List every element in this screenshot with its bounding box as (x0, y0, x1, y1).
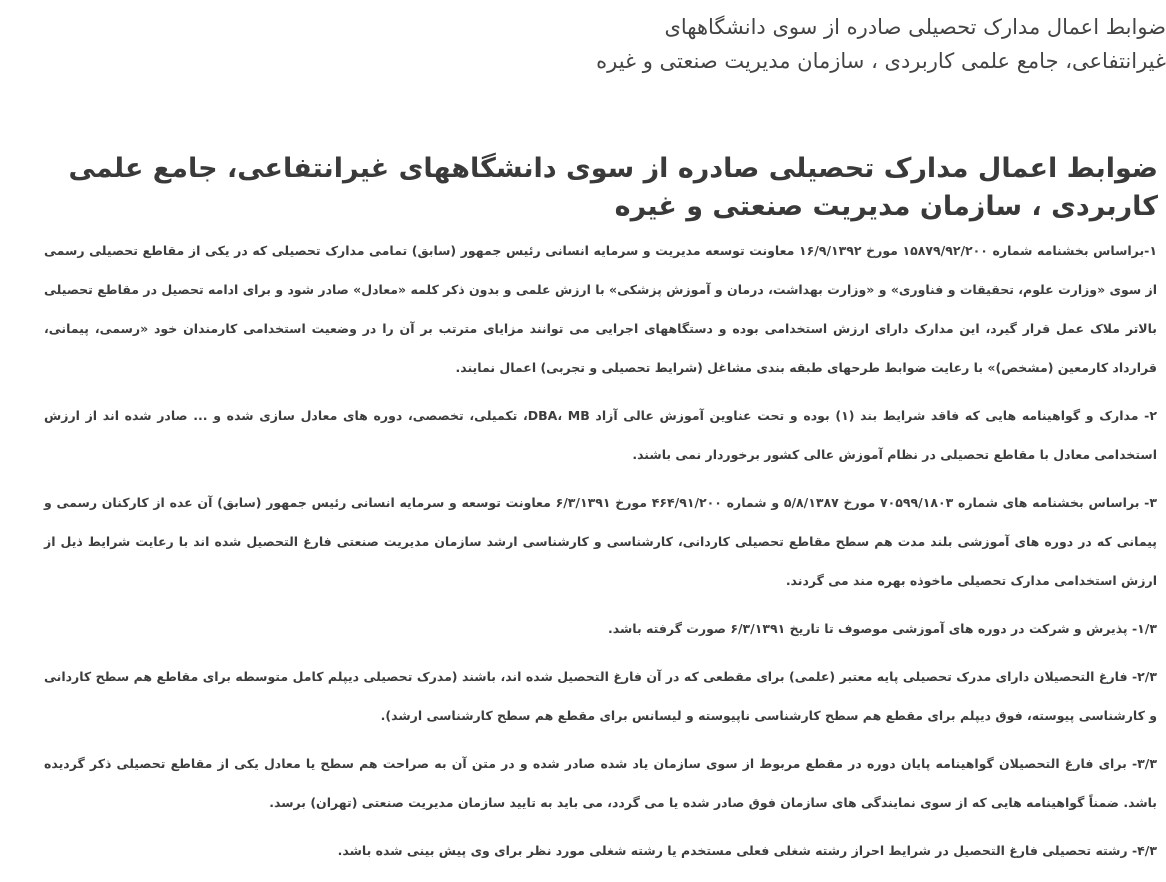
paragraph-1: ۱-براساس بخشنامه شماره ۱۵۸۷۹/۹۲/۲۰۰ مورخ ۱۶/۹/۱۳۹۲ معاونت توسعه مدیریت و سرمایه انسانی رئیس جمهور (سابق) تمامی مدارک تحصیلی که در یکی از مقاطع تحصیلی رسمی از سوی «وزارت علوم، تحقیقات و فناوری» و «وزارت بهداشت، درمان و آموزش پزشکی» با ارزش علمی و بدون ذکر کلمه «معادل» صادر شود و برای ادامه تحصیل در مقاطع تحصیلی بالاتر ملاک عمل قرار گیرد، این مدارک دارای ارزش استخدامی بوده و دستگاههای اجرایی می توانند مزایای مترتب بر آن را در وضعیت استخدامی کارمندان خود «رسمی، پیمانی، قرارداد کارمعین (مشخص)» با رعایت ضوابط طرحهای طبقه بندی مشاغل (شرایط تحصیلی و تجربی) اعمال نمایند. (44, 243, 1157, 375)
article-heading: ضوابط اعمال مدارک تحصیلی صادره از سوی دانشگاههای غیرانتفاعی، جامع علمی کاربردی ، سازمان مدیریت صنعتی و غیره (68, 153, 1158, 222)
paragraph-3: ۳- براساس بخشنامه های شماره ۷۰۵۹۹/۱۸۰۳ مورخ ۵/۸/۱۳۸۷ و شماره ۴۶۴/۹۱/۲۰۰ مورخ ۶/۳/۱۳۹۱ معاونت توسعه و سرمایه انسانی رئیس جمهور (سابق) آن عده از کارکنان رسمی و پیمانی که در دوره های آموزشی بلند مدت هم سطح مقاطع تحصیلی کاردانی، کارشناسی و کارشناسی ارشد سازمان مدیریت صنعتی فارغ التحصیل شده اند با رعایت شرایط ذیل از ارزش استخدامی مدارک تحصیلی ماخوذه بهره مند می گردند. (44, 495, 1157, 588)
paragraph-3-2: ۲/۳- فارغ التحصیلان دارای مدرک تحصیلی پایه معتبر (علمی) برای مقطعی که در آن فارغ التحصیل شده اند، باشند (مدرک تحصیلی دیپلم کامل متوسطه برای مقاطع هم سطح کاردانی و کارشناسی پیوسته، فوق دیپلم برای مقطع هم سطح کارشناسی ناپیوسته و لیسانس برای مقطع هم سطح کارشناسی ارشد). (44, 669, 1157, 723)
paragraph-3-4: ۴/۳- رشته تحصیلی فارغ التحصیل در شرایط احراز رشته شغلی فعلی مستخدم یا رشته شغلی مورد نظر برای وی پیش بینی شده باشد. (337, 843, 1157, 858)
article-body (44, 231, 1157, 879)
page-header-title (526, 10, 1166, 78)
paragraph-3-1: ۱/۳- پذیرش و شرکت در دوره های آموزشی موصوف تا تاریخ ۶/۳/۱۳۹۱ صورت گرفته باشد. (608, 621, 1157, 636)
header-title-line-2: غیرانتفاعی، جامع علمی کاربردی ، سازمان مدیریت صنعتی و غیره (596, 49, 1166, 73)
header-title-line-1: ضوابط اعمال مدارک تحصیلی صادره از سوی دانشگاههای (664, 15, 1166, 39)
paragraph-3-3: ۳/۳- برای فارغ التحصیلان گواهینامه پایان دوره در مقطع مربوط از سوی سازمان یاد شده صادر شده و در متن آن به صراحت هم سطح یا معادل یکی از مقاطع تحصیلی ذکر گردیده باشد. ضمناً گواهینامه هایی که از سوی نمایندگی های سازمان فوق صادر شده یا می گردد، می باید به تایید سازمان مدیریت صنعتی (تهران) برسد. (44, 756, 1157, 810)
paragraph-2: ۲- مدارک و گواهینامه هایی که فاقد شرایط بند (۱) بوده و تحت عناوین آموزش عالی آزاد DBA، MB، تکمیلی، تخصصی، دوره های معادل سازی شده و ... صادر شده اند از ارزش استخدامی معادل با مقاطع تحصیلی در نظام آموزش عالی کشور برخوردار نمی باشند. (44, 408, 1157, 462)
